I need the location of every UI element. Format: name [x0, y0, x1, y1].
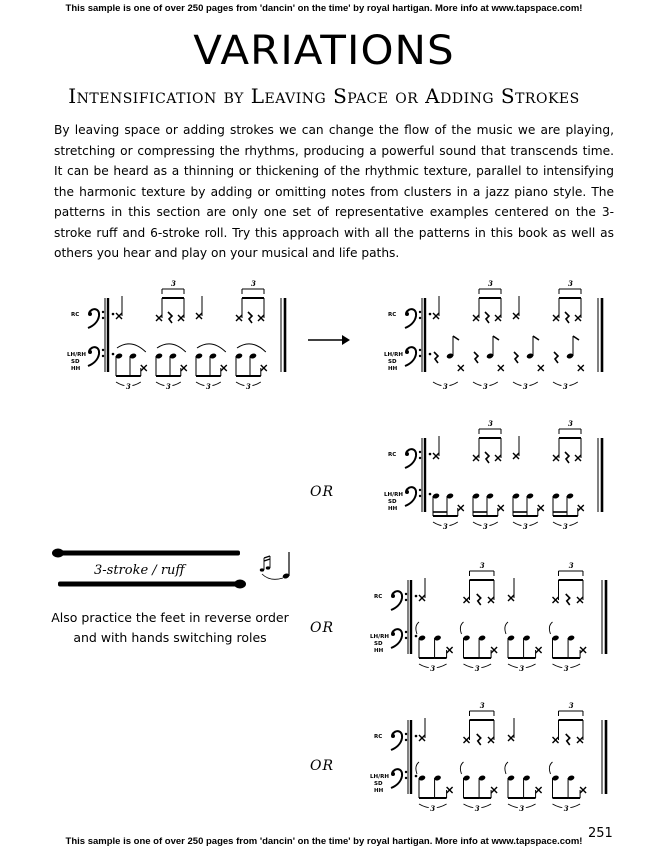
system-variation-3-ride-rest — [566, 594, 570, 605]
system-original-ride-triplet-num: 3 — [251, 279, 256, 288]
system-variation-3-ride-rest — [477, 594, 481, 605]
system-variation-2-clef-bottom-dot-a — [419, 489, 421, 491]
system-variation-2-clef-top-dot — [405, 452, 409, 456]
system-variation-1-repeat-dot — [429, 313, 432, 316]
or-label-2: OR — [310, 620, 335, 636]
system-variation-2-clef-bottom-dot-b — [419, 495, 421, 497]
system-variation-4-grace — [416, 762, 419, 774]
system-variation-4 — [370, 701, 606, 813]
system-variation-1-bottom-triplet-num: 3 — [522, 382, 528, 391]
system-variation-4-clef-top-dot-b — [405, 739, 407, 741]
system-variation-2-clef-top-dot-a — [419, 451, 421, 453]
system-original-clef-top-dot-b — [102, 317, 104, 319]
system-variation-2-repeat-dot — [429, 493, 432, 496]
system-variation-2-clef-bottom — [405, 487, 416, 506]
system-variation-2-clef-top — [405, 449, 416, 468]
system-original-ride-rest — [248, 312, 252, 323]
or-label-1: OR — [310, 484, 335, 500]
system-variation-3-clef-top-dot-a — [405, 593, 407, 595]
system-variation-3-grace — [416, 622, 419, 634]
system-variation-1-bottom-triplet-num: 3 — [442, 382, 448, 391]
system-variation-2-ride-rest — [565, 452, 569, 463]
system-variation-1-bottom-rest — [474, 352, 478, 363]
system-original-ride-triplet-num: 3 — [171, 279, 176, 288]
system-variation-3-label-sd: SD — [374, 641, 383, 647]
system-variation-4-label-rc: RC — [374, 734, 383, 740]
system-variation-4-bottom-triplet-num: 3 — [474, 804, 480, 813]
system-variation-3-clef-bottom-dot-b — [405, 637, 407, 639]
ruff-grace-beam — [264, 556, 270, 558]
system-variation-1-clef-bottom — [405, 347, 416, 366]
system-original-clef-bottom-dot — [88, 350, 92, 354]
system-variation-1-clef-top — [405, 309, 416, 328]
system-variation-4-clef-bottom-dot-a — [405, 771, 407, 773]
ruff-grace-beam — [264, 559, 270, 561]
system-variation-1-bottom-rest — [554, 352, 558, 363]
system-original-bottom-triplet-num: 3 — [205, 382, 211, 391]
system-variation-1-bottom-flag — [573, 336, 579, 340]
system-variation-3-grace — [460, 622, 463, 634]
system-variation-3-clef-bottom — [391, 629, 402, 648]
system-original — [67, 279, 285, 391]
system-variation-1-repeat-dot — [429, 353, 432, 356]
system-variation-1-clef-top-dot — [405, 312, 409, 316]
system-variation-2-clef-bottom-dot — [405, 490, 409, 494]
system-variation-4-clef-bottom-dot-b — [405, 777, 407, 779]
system-variation-3-clef-top — [391, 591, 402, 610]
ruff-grace-note — [260, 568, 264, 571]
system-variation-3-label-hh: HH — [374, 648, 384, 654]
system-original-label-lhrh: LH/RH — [67, 352, 86, 358]
system-variation-4-label-lhrh: LH/RH — [370, 774, 389, 780]
system-variation-4-clef-top-dot — [391, 734, 395, 738]
system-variation-3-ride-triplet-num: 3 — [479, 561, 485, 570]
system-variation-4-clef-bottom — [391, 769, 402, 788]
system-variation-3-bottom-triplet-num: 3 — [430, 664, 436, 673]
drumstick-top-tip — [52, 549, 64, 558]
system-variation-2-clef-top-dot-b — [419, 457, 421, 459]
system-original-clef-bottom — [88, 347, 99, 366]
system-variation-3 — [370, 561, 606, 673]
system-original-bottom-triplet-num: 3 — [165, 382, 171, 391]
drumstick-bottom-shaft — [58, 582, 240, 587]
system-variation-1-clef-bottom-dot-b — [419, 355, 421, 357]
system-variation-4-repeat-dot — [415, 735, 418, 738]
system-variation-4-ride-triplet-num: 3 — [568, 701, 574, 710]
system-original-slur — [197, 344, 226, 352]
system-original-label-sd: SD — [71, 359, 80, 365]
system-variation-1-bottom-flag — [453, 336, 459, 340]
system-variation-4-ride-rest — [566, 734, 570, 745]
system-variation-1-ride-triplet-num: 3 — [568, 279, 573, 288]
system-variation-4-label-hh: HH — [374, 788, 384, 794]
system-original-repeat-dot — [112, 353, 115, 356]
system-variation-2-label-lhrh: LH/RH — [384, 492, 403, 498]
ruff-slur — [262, 574, 283, 579]
system-variation-4-ride-rest — [477, 734, 481, 745]
system-variation-1-clef-bottom-dot-a — [419, 349, 421, 351]
system-original-label-hh: HH — [71, 366, 81, 372]
system-variation-4-grace — [505, 762, 508, 774]
system-original-bottom-triplet-num: 3 — [245, 382, 251, 391]
system-variation-3-bottom-triplet-num: 3 — [519, 664, 525, 673]
system-original-slur — [157, 344, 186, 352]
system-variation-3-bottom-triplet-num: 3 — [474, 664, 480, 673]
intro-paragraph: By leaving space or adding strokes we can change the flow of the music we are playing, stretching or compressing the rhythms, producing a powerful sound that transcends time. It can be heard as a thinning or thickening of the rhythmic texture, parallel to intensifying the harmonic texture by adding or omitting notes from clusters in a jazz piano style. The patterns in this section are only one set of representative examples centered on the 3-stroke ruff and 6-stroke roll. Try this approach with all the patterns in this book as well as others you hear and play on your musical and life paths. — [54, 123, 614, 260]
system-variation-2-bottom-triplet-num: 3 — [442, 522, 448, 531]
top-banner: This sample is one of over 250 pages from 'dancin' on the time' by royal hartigan. More info at www.tapspace.com! — [65, 3, 583, 14]
system-variation-1-bottom-triplet-num: 3 — [562, 382, 568, 391]
system-original-repeat-dot — [112, 313, 115, 316]
system-variation-4-clef-bottom-dot — [391, 772, 395, 776]
system-variation-4-clef-top — [391, 731, 402, 750]
system-variation-3-repeat-dot — [415, 635, 418, 638]
system-variation-3-clef-bottom-dot-a — [405, 631, 407, 633]
system-variation-4-bottom-triplet-num: 3 — [563, 804, 569, 813]
system-variation-4-grace — [460, 762, 463, 774]
system-variation-1 — [384, 279, 602, 391]
system-variation-1-bottom-triplet-num: 3 — [482, 382, 488, 391]
system-variation-1-bottom-rest — [434, 352, 438, 363]
system-original-clef-bottom-dot-b — [102, 355, 104, 357]
system-variation-1-label-hh: HH — [388, 366, 398, 372]
bottom-banner: This sample is one of over 250 pages from 'dancin' on the time' by royal hartigan. More info at www.tapspace.com! — [65, 836, 583, 847]
system-variation-2-bottom-triplet-num: 3 — [482, 522, 488, 531]
system-variation-1-clef-bottom-dot — [405, 350, 409, 354]
system-variation-1-label-lhrh: LH/RH — [384, 352, 403, 358]
ruff-grace-note — [266, 566, 270, 569]
system-original-bottom-triplet-num: 3 — [125, 382, 131, 391]
system-variation-2-label-sd: SD — [388, 499, 397, 505]
system-variation-2-label-hh: HH — [388, 506, 398, 512]
system-variation-3-clef-top-dot — [391, 594, 395, 598]
system-variation-1-clef-top-dot-b — [419, 317, 421, 319]
ruff-glyph — [260, 552, 290, 579]
system-variation-3-label-rc: RC — [374, 594, 383, 600]
system-variation-1-label-sd: SD — [388, 359, 397, 365]
system-variation-2-ride-rest — [485, 452, 489, 463]
or-label-3: OR — [310, 758, 335, 774]
system-variation-1-ride-triplet-num: 3 — [488, 279, 493, 288]
system-original-clef-top-dot-a — [102, 311, 104, 313]
system-variation-2-repeat-dot — [429, 453, 432, 456]
ruff-label: 3-stroke / ruff — [94, 563, 185, 578]
system-variation-2-ride-triplet-num: 3 — [568, 419, 573, 428]
page-number: 251 — [588, 826, 613, 841]
system-variation-4-clef-top-dot-a — [405, 733, 407, 735]
system-variation-3-repeat-dot — [415, 595, 418, 598]
system-variation-4-repeat-dot — [415, 775, 418, 778]
system-variation-2-bottom-triplet-num: 3 — [522, 522, 528, 531]
drumstick-top-shaft — [58, 551, 240, 556]
system-variation-2-bottom-triplet-num: 3 — [562, 522, 568, 531]
system-variation-1-bottom-flag — [533, 336, 539, 340]
system-variation-3-clef-bottom-dot — [391, 632, 395, 636]
system-variation-4-grace — [549, 762, 552, 774]
system-variation-2-ride-triplet-num: 3 — [488, 419, 493, 428]
system-variation-1-bottom-flag — [493, 336, 499, 340]
drumstick-bottom-tip — [234, 580, 246, 589]
system-variation-1-ride-rest — [565, 312, 569, 323]
system-original-clef-top-dot — [88, 312, 92, 316]
page-subtitle: Intensification by Leaving Space or Adding Strokes — [68, 84, 580, 108]
system-variation-1-clef-top-dot-a — [419, 311, 421, 313]
system-variation-3-grace — [505, 622, 508, 634]
system-variation-2 — [384, 419, 602, 531]
practice-note: Also practice the feet in reverse order and with hands switching roles — [51, 610, 289, 645]
system-variation-4-label-sd: SD — [374, 781, 383, 787]
system-original-clef-bottom-dot-a — [102, 349, 104, 351]
system-original-ride-rest — [168, 312, 172, 323]
system-variation-1-label-rc: RC — [388, 312, 397, 318]
system-variation-3-bottom-triplet-num: 3 — [563, 664, 569, 673]
system-variation-3-grace — [549, 622, 552, 634]
system-original-label-rc: RC — [71, 312, 80, 318]
system-variation-4-bottom-triplet-num: 3 — [519, 804, 525, 813]
system-variation-3-ride-triplet-num: 3 — [568, 561, 574, 570]
system-variation-1-ride-rest — [485, 312, 489, 323]
system-variation-2-label-rc: RC — [388, 452, 397, 458]
system-original-slur — [237, 344, 266, 352]
system-original-clef-top — [88, 309, 99, 328]
system-variation-1-bottom-rest — [514, 352, 518, 363]
page-title: VARIATIONS — [193, 28, 455, 74]
system-variation-4-bottom-triplet-num: 3 — [430, 804, 436, 813]
system-variation-4-ride-triplet-num: 3 — [479, 701, 485, 710]
system-variation-3-label-lhrh: LH/RH — [370, 634, 389, 640]
system-original-slur — [117, 344, 146, 352]
arrow-head — [342, 335, 350, 345]
system-variation-3-clef-top-dot-b — [405, 599, 407, 601]
